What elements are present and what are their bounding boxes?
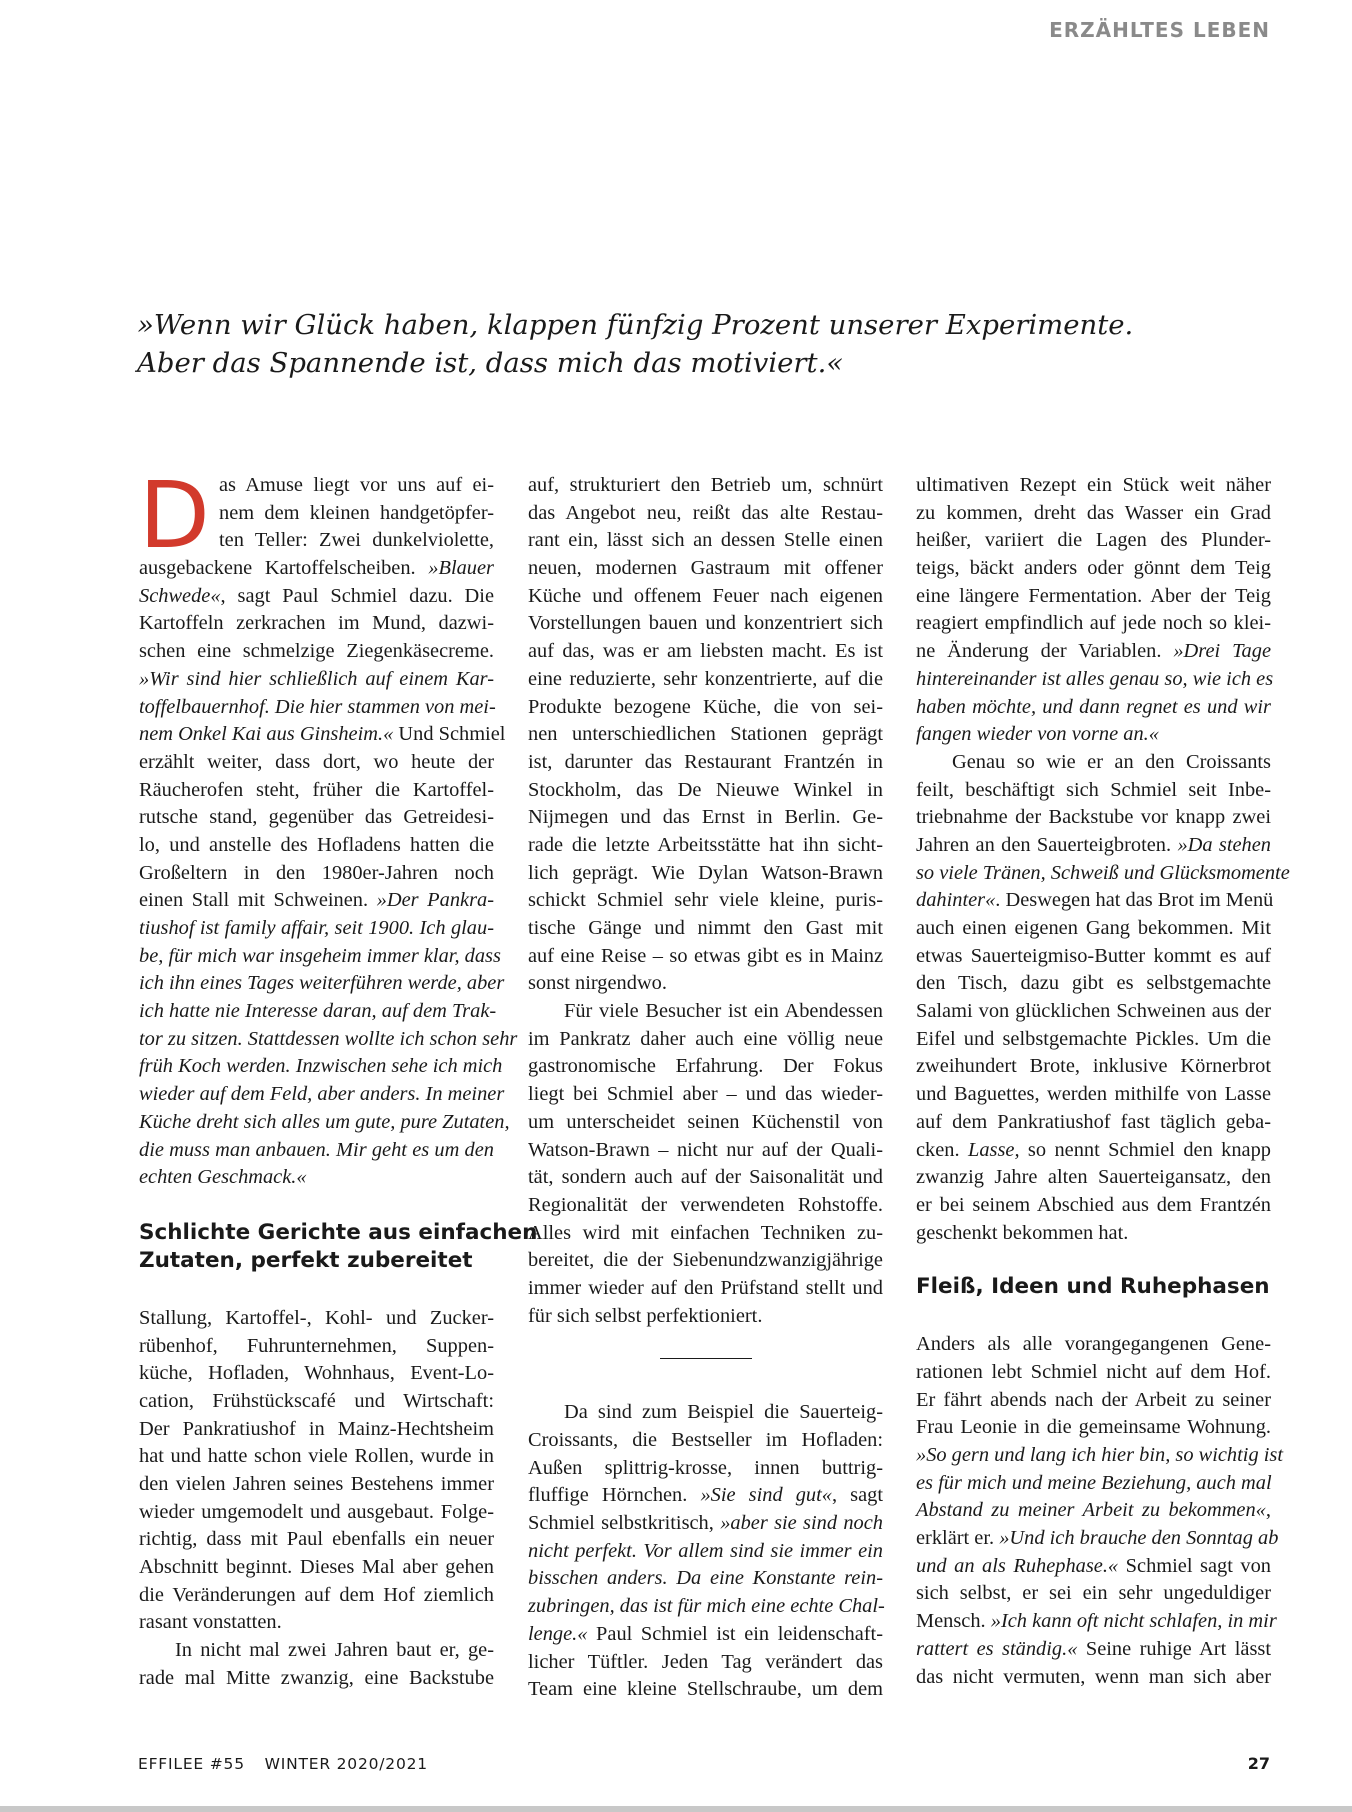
magazine-name: EFFILEE #55 (138, 1755, 245, 1773)
text-line: früh Koch werden. Inzwischen sehe ich mich (139, 1055, 503, 1078)
text-line: Abstand zu meiner Arbeit zu bekommen«, (916, 1499, 1271, 1522)
text-line: ist, darunter das Restaurant Frantzén in (528, 750, 883, 773)
text-line: tor zu sitzen. Stattdessen wollte ich schon sehr (139, 1027, 518, 1050)
subheading-line: Schlichte Gerichte aus einfachen (139, 1219, 538, 1245)
text-line: es für mich und meine Beziehung, auch mal (916, 1471, 1272, 1494)
subheading-line: Fleiß, Ideen und Ruhephasen (916, 1274, 1270, 1300)
spacer (916, 1247, 1271, 1273)
text-line: haben möchte, und dann regnet es und wir (916, 695, 1271, 718)
text-line: schen eine schmelzige Ziegenkäsecreme. (139, 640, 494, 663)
text-line: schickt Schmiel sehr viele kleine, puris- (528, 889, 883, 912)
spacer (916, 1301, 1271, 1331)
subheading-line: Zutaten, perfekt zubereitet (139, 1247, 473, 1273)
text-line: Genau so wie er an den Croissants (952, 750, 1271, 773)
text-line: tiushof ist family affair, seit 1900. Ich glau- (139, 917, 494, 939)
text-line: für sich selbst perfektioniert. (528, 1304, 763, 1327)
text-line: erzählt weiter, dass dort, wo heute der (139, 750, 494, 773)
italic-quote: »Und ich brauche den Sonntag ab (999, 1527, 1279, 1550)
article-column-2 (528, 472, 883, 1704)
text-line: nicht perfekt. Vor allem sind sie immer ein (528, 1539, 883, 1562)
text-line: eine reduzierte, sehr konzentrierte, auf die (528, 667, 883, 690)
text-line: cken. Lasse, so nennt Schmiel den knapp (916, 1138, 1271, 1161)
text-line: zu kommen, dreht das Wasser ein Grad (916, 501, 1271, 524)
text-line: er bei seinem Abschied aus dem Frantzén (916, 1193, 1271, 1216)
text-line: Abschnitt beginnt. Dieses Mal aber gehen (139, 1556, 494, 1579)
text-line: den vielen Jahren seines Bestehens immer (139, 1473, 494, 1495)
text-line: Kartoffeln zerkrachen im Mund, dazwi- (139, 612, 494, 635)
text-line: wieder auf dem Feld, aber anders. In meiner (139, 1083, 505, 1106)
text-line: auf das, was er am liebsten macht. Es ist (528, 640, 883, 663)
text-line: dahinter«. Deswegen hat das Brot im Menü (916, 889, 1274, 912)
text-line: rade mal Mitte zwanzig, eine Backstube (139, 1666, 494, 1689)
text-line: rutsche stand, gegenüber das Getreidesi- (139, 806, 494, 829)
text-line: Er fährt abends nach der Arbeit zu seiner (916, 1388, 1271, 1411)
text-line: echten Geschmack.« (139, 1166, 307, 1189)
text-line: Für viele Besucher ist ein Abendessen (564, 1000, 883, 1023)
paragraph (528, 1399, 883, 1704)
text-line: eine längere Fermentation. Aber der Teig (916, 584, 1271, 607)
text-line: fangen wieder von vorne an.« (916, 723, 1159, 746)
text-line: rade die letzte Arbeitsstätte hat ihn sicht- (528, 833, 883, 856)
footer-publication (138, 1755, 442, 1773)
text-line: ich ihn eines Tages weiterführen werde, aber (139, 972, 505, 995)
spacer (528, 1330, 883, 1358)
drop-cap: D (139, 462, 210, 569)
paragraph (916, 1331, 1284, 1691)
issue-label: WINTER 2020/2021 (264, 1755, 428, 1773)
text-line: so viele Tränen, Schweiß und Glücksmomente (916, 861, 1290, 884)
italic-quote: »Drei Tage (1173, 640, 1271, 663)
text-line: sonst nirgendwo. (528, 972, 667, 995)
text-line: auch einen eigenen Gang bekommen. Mit (916, 917, 1271, 939)
text-line: rationen lebt Schmiel nicht auf dem Hof. (916, 1360, 1271, 1383)
text-line: Regionalität der verwendeten Rohstoffe. (528, 1193, 883, 1216)
text-line: cation, Frühstückscafé und Wirtschaft: (139, 1389, 494, 1412)
text-line: Frau Leonie in die gemeinsame Wohnung. (916, 1416, 1271, 1439)
text-line: reagiert empfindlich auf jede noch so klei- (916, 612, 1271, 635)
text-line: Anders als alle vorangegangenen Gene- (916, 1333, 1271, 1356)
text-line: zweihundert Brote, inklusive Körnerbrot (916, 1055, 1271, 1078)
text-line: rasant vonstatten. (139, 1611, 282, 1634)
text-line: lich geprägt. Wie Dylan Watson-Brawn (528, 861, 883, 884)
text-line: tät, sondern auch auf der Saisonalität und (528, 1166, 883, 1189)
italic-quote: »Ich kann oft nicht schlafen, in mir (990, 1610, 1277, 1633)
text-line: zwanzig Jahre alten Sauerteigansatz, den (916, 1166, 1271, 1189)
section-label: ERZÄHLTES LEBEN (1049, 18, 1270, 42)
text-line: feilt, beschäftigt sich Schmiel seit Inbe- (916, 778, 1271, 801)
italic-quote: »Der Pankra- (376, 889, 494, 912)
italic-quote: »Blauer (428, 557, 494, 580)
paragraph (139, 1637, 494, 1692)
text-line: rant ein, lässt sich an dessen Stelle einen (528, 529, 883, 552)
text-line: das nicht vermuten, wenn man sich aber (916, 1665, 1271, 1688)
text-line: Nijmegen und das Ernst in Berlin. Ge- (528, 806, 883, 829)
text-line: »Wir sind hier schließlich auf einem Kar- (139, 667, 494, 690)
text-line: ich hatte nie Interesse daran, auf dem Trak- (139, 1000, 497, 1023)
viewer-bottom-edge (0, 1806, 1352, 1812)
text-line: Alles wird mit einfachen Techniken zu- (528, 1221, 883, 1244)
pull-quote-line: »Wenn wir Glück haben, klappen fünfzig Prozent unserer Experimente. (137, 309, 1134, 341)
italic-quote: Schwede« (139, 584, 221, 607)
text-line: as Amuse liegt vor uns auf ei- (219, 474, 494, 496)
text-line: immer wieder auf den Prüfstand stellt und (528, 1276, 883, 1299)
text-line: In nicht mal zwei Jahren baut er, ge- (175, 1639, 494, 1662)
text-line: Produkte bezogene Küche, die von sei- (528, 695, 883, 718)
paragraph (139, 1305, 494, 1637)
text-line: zubringen, das ist für mich eine echte Chal- (528, 1595, 885, 1618)
text-line: triebnahme der Backstube vor knapp zwei (916, 806, 1271, 829)
text-line: bisschen anders. Da eine Konstante rein- (528, 1567, 883, 1590)
text-line: Watson-Brawn – nicht nur auf der Quali- (528, 1138, 883, 1161)
text-line: rattert es ständig.« Seine ruhige Art lässt (916, 1637, 1271, 1660)
text-line: Stockholm, das De Nieuwe Winkel in (528, 778, 883, 801)
italic-quote: »Sie sind gut« (700, 1484, 832, 1507)
text-line: liegt bei Schmiel aber – und das wieder- (528, 1083, 883, 1106)
text-line: toffelbauernhof. Die hier stammen von mei- (139, 695, 496, 718)
text-line: um unterscheidet seinen Küchenstil von (528, 1110, 883, 1133)
text-line: wieder umgemodelt und ausgebaut. Folge- (139, 1500, 494, 1523)
paragraph (916, 749, 1290, 1247)
text-line: geschenkt bekommen hat. (916, 1221, 1129, 1244)
text-line: Schwede«, sagt Paul Schmiel dazu. Die (139, 584, 494, 607)
article-column-1 (139, 462, 538, 1693)
text-line: heißer, variiert die Lagen des Plunder- (916, 529, 1271, 552)
italic-quote: Abstand zu meiner Arbeit zu bekommen« (916, 1499, 1266, 1522)
text-line: fluffige Hörnchen. »Sie sind gut«, sagt (528, 1484, 884, 1507)
italic-quote: rattert es ständig.« (916, 1637, 1078, 1660)
text-line: den Tisch, dazu gibt es selbstgemachte (916, 972, 1271, 995)
text-line: ten Teller: Zwei dunkelviolette, (219, 529, 494, 552)
text-line: Der Pankratiushof in Mainz-Hechtsheim (139, 1417, 494, 1440)
text-line: be, für mich war insgeheim immer klar, dass (139, 944, 501, 967)
text-line: »So gern und lang ich hier bin, so wichtig ist (916, 1444, 1284, 1466)
paragraph (528, 472, 883, 998)
text-line: küche, Hofladen, Wohnhaus, Event-Lo- (139, 1362, 494, 1385)
text-line: tische Gänge und nimmt den Gast mit (528, 917, 883, 939)
text-line: etwas Sauerteigmiso-Butter kommt es auf (916, 944, 1271, 967)
text-line: und Baguettes, werden mithilfe von Lasse (916, 1083, 1271, 1106)
text-line: Team eine kleine Stellschraube, um dem (528, 1678, 883, 1701)
text-line: Da sind zum Beispiel die Sauerteig- (564, 1401, 883, 1424)
text-line: Croissants, die Bestseller im Hofladen: (528, 1429, 883, 1451)
opening-paragraph (139, 462, 518, 1192)
text-line: das Angebot neu, reißt das alte Restau- (528, 501, 883, 524)
paragraph (916, 472, 1274, 749)
text-line: licher Tüftler. Jeden Tag verändert das (528, 1650, 883, 1673)
text-line: die muss man anbauen. Mir geht es um den (139, 1138, 494, 1161)
text-line: hintereinander ist alles genau so, wie ich es (916, 667, 1274, 690)
article-column-3 (916, 472, 1290, 1691)
text-line: Stallung, Kartoffel-, Kohl- und Zucker- (139, 1306, 494, 1329)
text-line: Räucherofen steht, früher die Kartoffel- (139, 778, 494, 801)
text-line: sich selbst, er sei ein sehr ungeduldiger (916, 1582, 1271, 1605)
italic-word: Lasse, (967, 1138, 1020, 1161)
spacer (139, 1192, 494, 1219)
text-line: rübenhof, Fuhrunternehmen, Suppen- (139, 1334, 494, 1357)
spacer (139, 1275, 494, 1305)
italic-quote: dahinter« (916, 889, 996, 912)
text-line: auf eine Reise – so etwas gibt es in Mainz (528, 944, 883, 967)
italic-quote: nem Onkel Kai aus Ginsheim.« (139, 723, 394, 746)
paragraph (528, 998, 883, 1330)
text-line: nem Onkel Kai aus Ginsheim.« Und Schmiel (139, 723, 506, 746)
text-line: richtig, dass mit Paul ebenfalls ein neuer (139, 1528, 494, 1551)
text-line: die Veränderungen auf dem Hof ziemlich (139, 1583, 494, 1606)
text-line: Küche und offenem Feuer nach eigenen (528, 584, 883, 607)
text-line: teigs, bäckt anders oder gönnt dem Teig (916, 557, 1271, 580)
text-line: ne Änderung der Variablen. »Drei Tage (916, 640, 1271, 663)
text-line: lo, und anstelle des Hofladens hatten die (139, 833, 494, 856)
text-line: Vorstellungen bauen und konzentriert sich (528, 612, 883, 635)
text-line: Mensch. »Ich kann oft nicht schlafen, in mir (916, 1610, 1277, 1633)
text-line: nen unterschiedlichen Stationen geprägt (528, 723, 883, 746)
text-line: und an als Ruhephase.« Schmiel sagt von (916, 1554, 1271, 1577)
subheading (139, 1219, 538, 1275)
text-line: im Pankratz daher auch eine völlig neue (528, 1027, 883, 1050)
italic-quote: lenge.« (528, 1622, 588, 1645)
text-line: gastronomische Erfahrung. Der Fokus (528, 1055, 883, 1078)
italic-quote: »aber sie sind noch (720, 1512, 883, 1535)
text-line: Großeltern in den 1980er-Jahren noch (139, 861, 494, 884)
spacer (528, 1359, 883, 1399)
text-line: bereitet, die der Siebenundzwanzigjährige (528, 1249, 883, 1272)
text-line: neuen, modernen Gastraum mit offener (528, 557, 883, 580)
text-line: Salami von glücklichen Schweinen aus der (916, 1000, 1271, 1023)
text-line: einen Stall mit Schweinen. »Der Pankra- (139, 889, 494, 912)
pull-quote (137, 306, 1237, 382)
text-line: Eifel und selbstgemachte Pickles. Um die (916, 1027, 1271, 1050)
text-line: lenge.« Paul Schmiel ist ein leidenschaft- (528, 1622, 883, 1645)
text-line: Schmiel selbstkritisch, »aber sie sind noch (528, 1512, 883, 1535)
pull-quote-line: Aber das Spannende ist, dass mich das motiviert.« (137, 347, 844, 379)
page-number: 27 (1247, 1754, 1270, 1773)
text-line: auf dem Pankratiushof fast täglich geba- (916, 1110, 1271, 1133)
text-line: Außen splittrig-krosse, innen buttrig- (528, 1456, 883, 1479)
italic-quote: und an als Ruhephase.« (916, 1554, 1119, 1577)
italic-quote: »Da stehen (1177, 833, 1271, 856)
subheading (916, 1273, 1271, 1301)
text-line: hat und hatte schon viele Rollen, wurde in (139, 1445, 494, 1468)
text-line: nem dem kleinen handgetöpfer- (219, 501, 494, 524)
text-line: Küche dreht sich alles um gute, pure Zutaten, (139, 1110, 510, 1133)
text-line: ultimativen Rezept ein Stück weit näher (916, 474, 1271, 496)
text-line: auf, strukturiert den Betrieb um, schnürt (528, 474, 883, 496)
text-line: ausgebackene Kartoffelscheiben. »Blauer (139, 557, 494, 580)
text-line: erklärt er. »Und ich brauche den Sonntag ab (916, 1527, 1279, 1550)
text-line: Jahren an den Sauerteigbroten. »Da stehen (916, 833, 1271, 856)
